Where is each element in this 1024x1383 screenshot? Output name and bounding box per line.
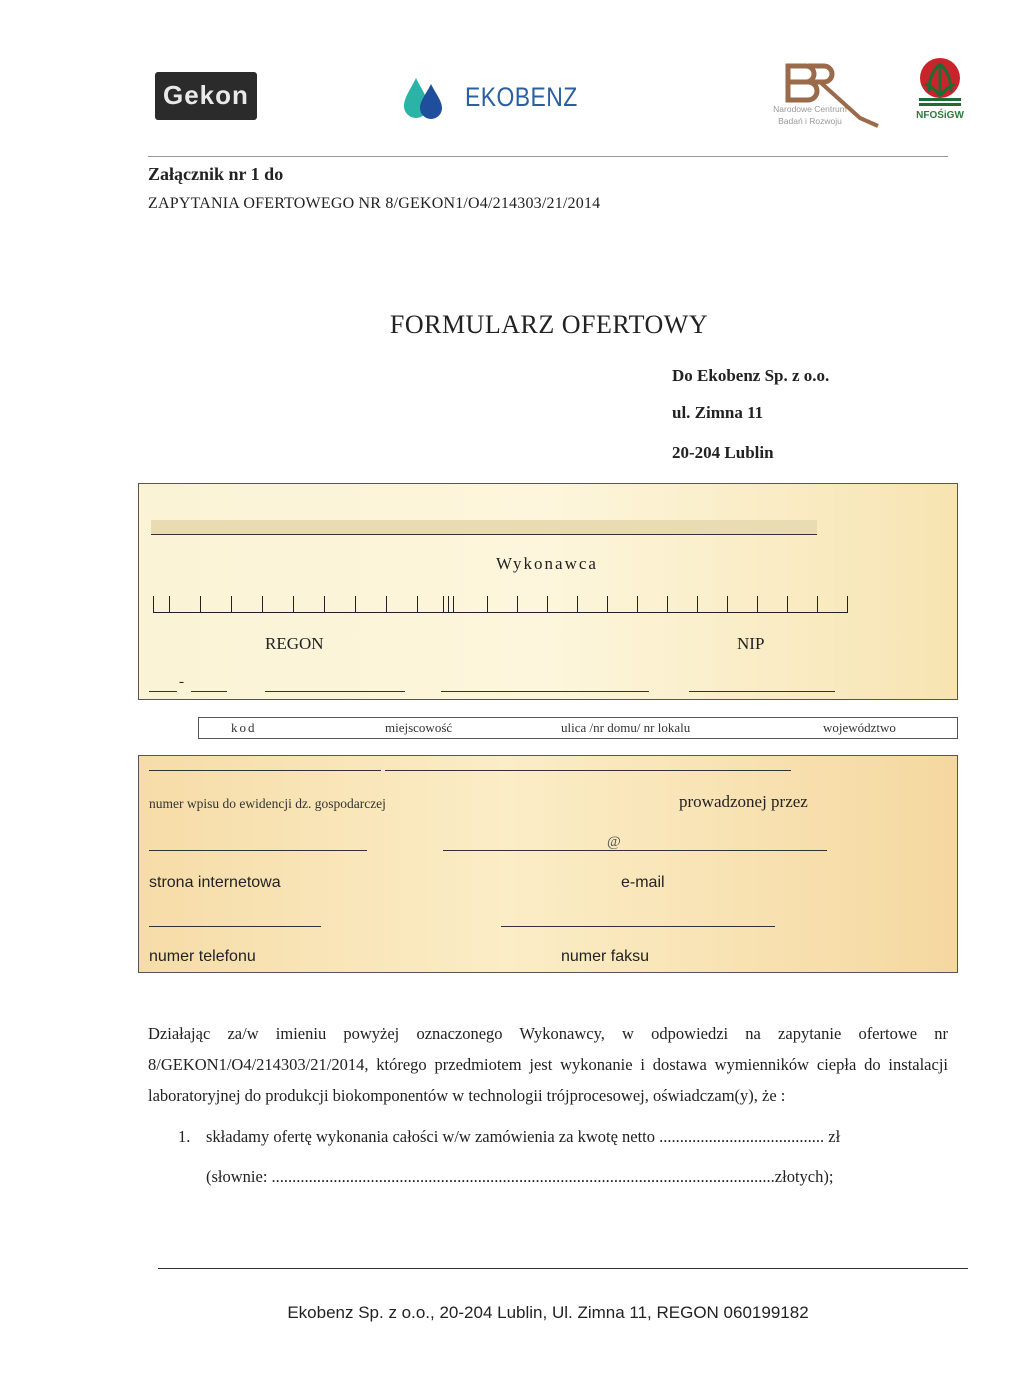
phone-line[interactable]: [149, 926, 321, 927]
nip-label: NIP: [737, 634, 765, 653]
registry-by-label: prowadzonej przez: [679, 792, 808, 811]
phone-label: numer telefonu: [149, 948, 256, 965]
contractor-name-line[interactable]: [151, 534, 817, 535]
nip-digit-boxes[interactable]: [443, 596, 848, 613]
postal-code-part2-line[interactable]: [191, 691, 227, 692]
item-1-text: składamy ofertę wykonania całości w/w zamówienia za kwotę netto ........................................ zł: [206, 1127, 841, 1146]
registry-by-line[interactable]: [385, 770, 791, 771]
contractor-name-band: [151, 520, 817, 534]
postal-code-caption: kod: [231, 720, 257, 735]
regon-digit-boxes[interactable]: [153, 596, 449, 613]
voivodeship-caption: województwo: [823, 720, 896, 735]
recipient-line-2: ul. Zimna 11: [672, 403, 764, 422]
form-title: FORMULARZ OFERTOWY: [389, 310, 709, 339]
item-1-amount-in-words: (słownie: ..........................................................................................................................złotych);: [206, 1167, 834, 1186]
contractor-form-box: [138, 483, 958, 700]
gekon-logo: Gekon: [155, 72, 257, 120]
street-caption: ulica /nr domu/ nr lokalu: [561, 720, 691, 735]
registry-number-label: numer wpisu do ewidencji dz. gospodarczej: [149, 796, 386, 811]
recipient-line-3: 20-204 Lublin: [672, 443, 774, 462]
footer-text: Ekobenz Sp. z o.o., 20-204 Lublin, Ul. Zimna 11, REGON 060199182: [287, 1303, 809, 1322]
nfosigw-logo-text: NFOŚiGW: [916, 110, 964, 121]
contractor-label: Wykonawca: [496, 554, 598, 573]
registry-number-line[interactable]: [149, 770, 381, 771]
footer-divider: [158, 1268, 968, 1269]
ekobenz-drops-icon: [404, 76, 444, 120]
website-line[interactable]: [149, 850, 367, 851]
city-line[interactable]: [265, 691, 405, 692]
ekobenz-logo-text: EKOBENZ: [465, 82, 578, 112]
declaration-paragraph: Działając za/w imieniu powyżej oznaczonego Wykonawcy, w odpowiedzi na zapytanie ofertowe nr 8/GEKON1/O4/214303/21/2014, którego przedmiotem jest wykonanie i dostawa wymienników ciepła do instalacji laboratoryjnej do produkcji biokomponentów w technologii trójprocesowej, oświadczam(y), że :: [148, 1024, 948, 1105]
registry-contact-box: [138, 755, 958, 973]
voivodeship-line[interactable]: [689, 691, 835, 692]
regon-label: REGON: [265, 634, 324, 653]
postal-code-part1-line[interactable]: [149, 691, 177, 692]
nfosigw-logo-icon: [917, 58, 963, 108]
postal-code-dash: -: [179, 674, 184, 690]
email-label: e-mail: [621, 874, 665, 891]
city-caption: miejscowość: [385, 720, 453, 735]
address-captions-box: [198, 717, 958, 739]
ncbr-name-line1: Narodowe Centrum: [773, 104, 847, 114]
annex-title: Załącznik nr 1 do: [148, 164, 284, 184]
street-line[interactable]: [441, 691, 649, 692]
ncbr-name-line2: Badań i Rozwoju: [778, 116, 842, 126]
email-line[interactable]: [443, 850, 827, 851]
fax-line[interactable]: [501, 926, 775, 927]
website-label: strona internetowa: [149, 874, 281, 891]
item-1-number: 1.: [178, 1127, 191, 1146]
ncbr-logo-text: [760, 103, 860, 127]
email-at-sign: @: [607, 834, 621, 850]
fax-label: numer faksu: [561, 948, 650, 965]
recipient-line-1: Do Ekobenz Sp. z o.o.: [672, 366, 830, 385]
annex-subtitle: ZAPYTANIA OFERTOWEGO NR 8/GEKON1/O4/214303/21/2014: [148, 195, 601, 212]
header-divider: [148, 156, 948, 157]
